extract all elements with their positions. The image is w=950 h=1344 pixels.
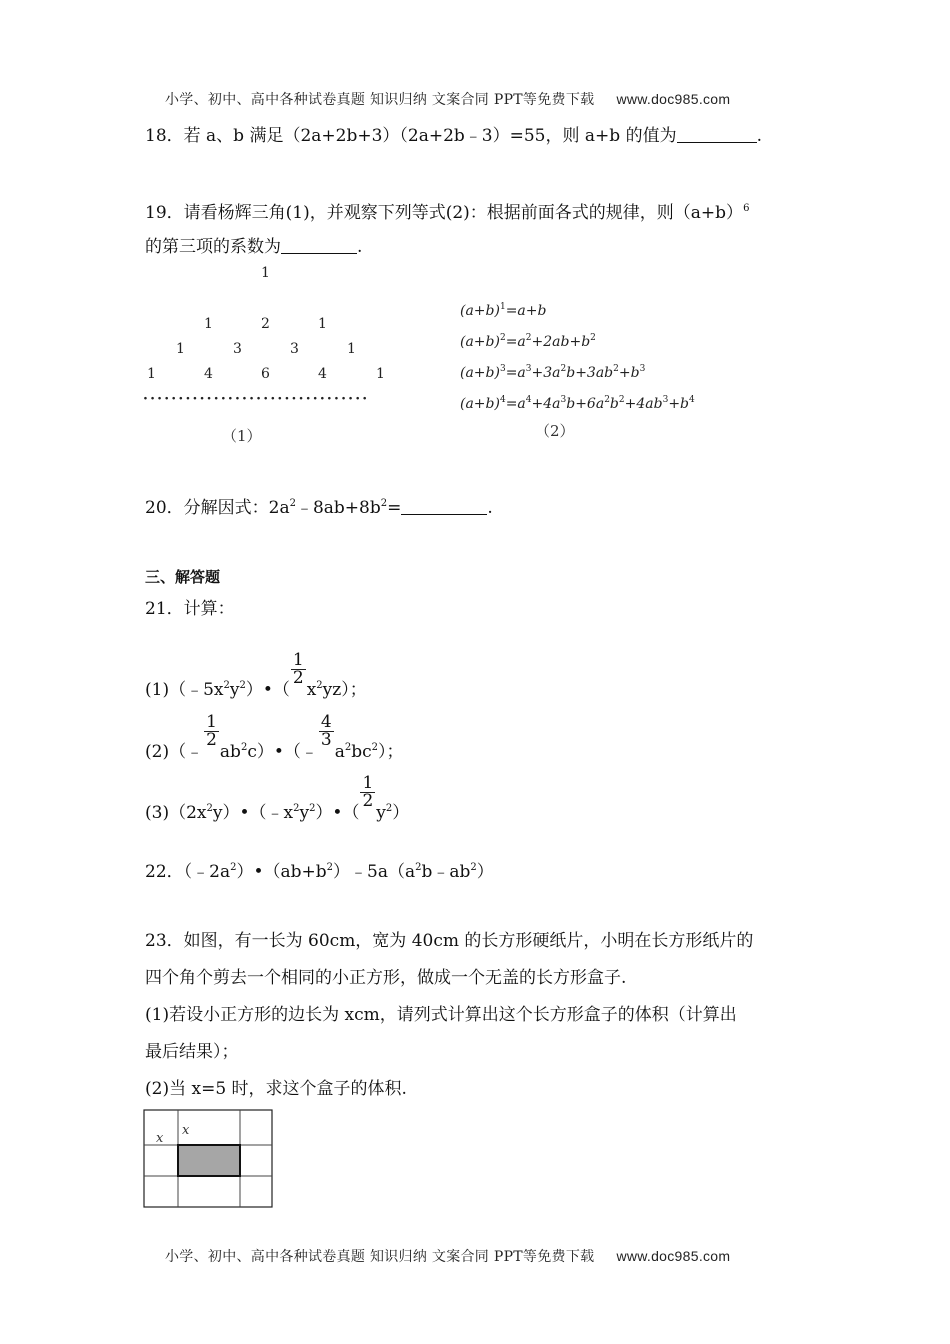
label-x-left: x	[156, 1131, 164, 1146]
formula-3: $(a+b)^3=a^3+3a^2b+3ab^2+b^3$	[460, 364, 646, 381]
question-21-part-2: (2)（﹣ $\frac{1}{2}$ $ab^2c)•(﹣$ $\frac{4}{3}$ $a^2bc^2$）；	[145, 712, 404, 762]
triangle-cell: 2	[261, 316, 270, 332]
question-23: 23．如图，有一长为 60cm，宽为 40cm 的长方形硬纸片，小明在长方形纸片的 四个角个剪去一个相同的小正方形，做成一个无盖的长方形盒子. (1)若设小正方形的边长为 xcm，请列式计算出这个长方形盒子的体积（计算出 最后结果）； (2)当 x=5 时，求这个盒子的体积.	[145, 931, 754, 1099]
fraction: $\frac{4}{3}$	[320, 712, 332, 750]
triangle-cell: 3	[233, 341, 242, 357]
formula-4: $(a+b)^4=a^4+4a^3b+6a^2b^2+4ab^3+b^4$	[460, 395, 695, 412]
question-20: 20．分解因式：$2a^2﹣8ab+8b^2=$ .	[145, 498, 493, 518]
footer-site[interactable]: www.doc985.com	[616, 1248, 731, 1264]
triangle-cell: 1	[261, 265, 270, 281]
triangle-cell: 4	[318, 366, 327, 382]
triangle-cell: 4	[204, 366, 213, 382]
question-21-part-3: $(3)(2x^2y)•(﹣x^2y^2)•$（ $\frac{1}{2}$ $y^2$）	[145, 773, 410, 823]
formula-2: $(a+b)^2=a^2+2ab+b^2$	[460, 333, 596, 350]
page-header	[165, 89, 730, 109]
triangle-cell: 1	[318, 316, 327, 332]
box-base-shaded	[178, 1145, 240, 1176]
fraction: $\frac{1}{2}$	[206, 712, 217, 750]
question-21-part-1: $(1)(﹣5x^2y^2)•$（ $\frac{1}{2}$ $x^2yz$）；	[145, 650, 367, 700]
question-19: 19．请看杨辉三角(1)，并观察下列等式(2)：根据前面各式的规律，则$(a+b)^6$ 的第三项的系数为 .	[145, 203, 750, 257]
triangle-dots: ································	[143, 391, 370, 407]
header-site[interactable]: www.doc985.com	[616, 91, 731, 107]
fraction: $\frac{1}{2}$	[292, 650, 304, 688]
triangle-cell: 1	[347, 341, 356, 357]
triangle-cell: 1	[376, 366, 385, 382]
footer-text: 小学、初中、高中各种试卷真题 知识归纳 文案合同 PPT等免费下载	[165, 1249, 595, 1265]
answer-blank-18	[677, 124, 757, 143]
triangle-cell: 1	[176, 341, 185, 357]
triangle-cell: 3	[290, 341, 299, 357]
answer-blank-19	[281, 235, 357, 254]
formulas-caption: （2）	[535, 422, 575, 440]
question-21-title: 21．计算：	[145, 599, 235, 619]
header-text: 小学、初中、高中各种试卷真题 知识归纳 文案合同 PPT等免费下载	[165, 92, 595, 108]
question-18: 18．若 a、b 满足（2a+2b+3）（2a+2b﹣3）=55，则 a+b 的值为 .	[145, 126, 762, 146]
fraction: $\frac{1}{2}$	[362, 773, 374, 811]
triangle-caption: （1）	[222, 427, 262, 445]
triangle-cell: 1	[147, 366, 156, 382]
box-figure	[143, 1109, 275, 1211]
triangle-cell: 6	[261, 366, 270, 382]
answer-blank-20	[401, 496, 487, 515]
label-x-top: x	[182, 1123, 190, 1138]
formula-1: $(a+b)^1=a+b$	[460, 302, 547, 319]
page-footer	[165, 1246, 730, 1266]
section-heading: 三、解答题	[145, 568, 221, 586]
question-22: 22．$(﹣2a^2)•(ab+b^2)﹣5a(a^2b﹣ab^2)$	[145, 862, 494, 882]
triangle-cell: 1	[204, 316, 213, 332]
